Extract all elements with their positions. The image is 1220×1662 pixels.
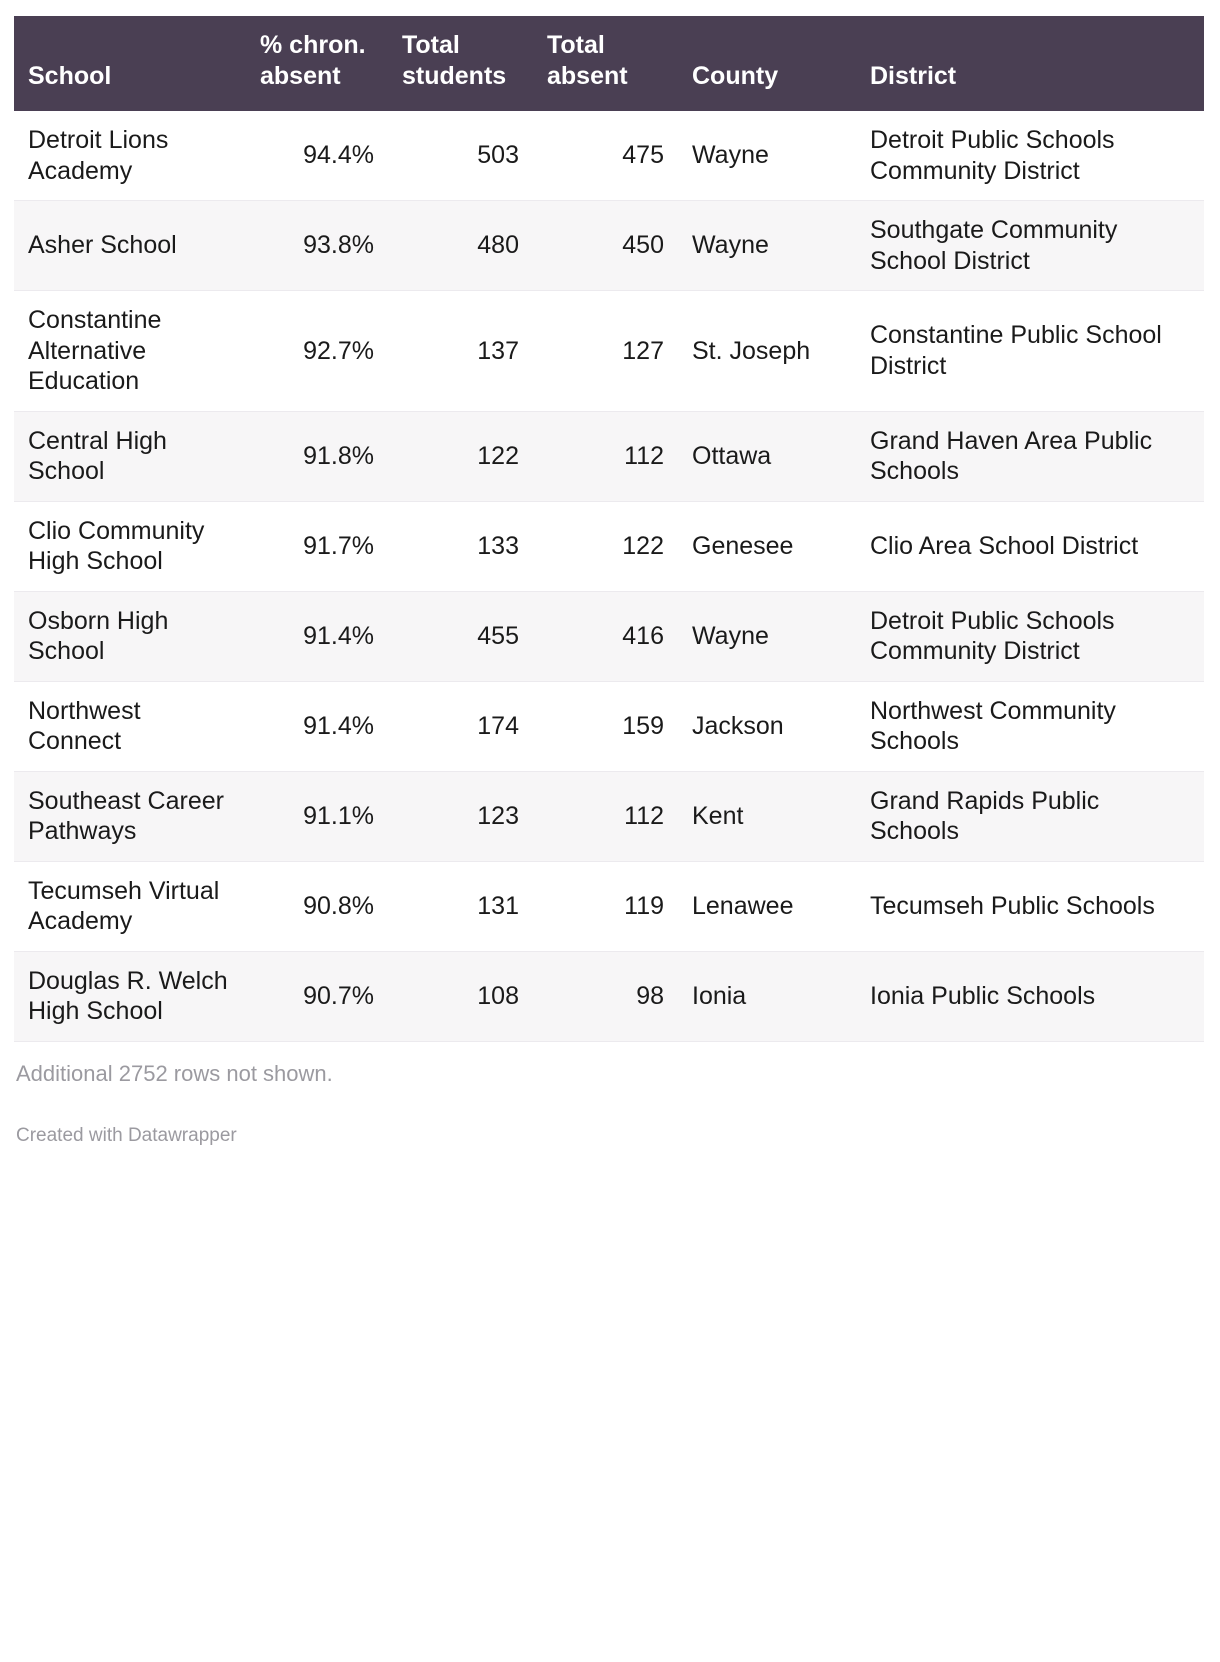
cell-school: Northwest Connect <box>14 681 246 771</box>
column-header-pct-chron-absent[interactable]: % chron. absent <box>246 16 388 111</box>
cell-school: Detroit Lions Academy <box>14 111 246 201</box>
cell-pct-chron-absent: 91.8% <box>246 411 388 501</box>
table-row <box>14 111 1204 201</box>
cell-county: Wayne <box>678 201 856 291</box>
cell-district: Clio Area School District <box>856 501 1204 591</box>
cell-county: Lenawee <box>678 861 856 951</box>
table-row <box>14 681 1204 771</box>
cell-pct-chron-absent: 91.7% <box>246 501 388 591</box>
cell-total-absent: 98 <box>533 951 678 1041</box>
rows-not-shown-note: Additional 2752 rows not shown. <box>16 1060 333 1086</box>
cell-total-students: 503 <box>388 111 533 201</box>
cell-district: Grand Haven Area Public Schools <box>856 411 1204 501</box>
table-header <box>14 16 1204 111</box>
cell-county: Genesee <box>678 501 856 591</box>
cell-district: Southgate Community School District <box>856 201 1204 291</box>
cell-total-students: 122 <box>388 411 533 501</box>
cell-total-students: 123 <box>388 771 533 861</box>
cell-total-students: 108 <box>388 951 533 1041</box>
table-row <box>14 411 1204 501</box>
cell-pct-chron-absent: 90.8% <box>246 861 388 951</box>
cell-school: Osborn High School <box>14 591 246 681</box>
column-header-total-absent[interactable]: Total absent <box>533 16 678 111</box>
cell-total-students: 455 <box>388 591 533 681</box>
column-header-county[interactable]: County <box>678 16 856 111</box>
cell-pct-chron-absent: 91.4% <box>246 681 388 771</box>
cell-total-absent: 119 <box>533 861 678 951</box>
cell-total-students: 137 <box>388 291 533 412</box>
cell-district: Constantine Public School District <box>856 291 1204 412</box>
table-body <box>14 111 1204 1041</box>
cell-school: Tecumseh Virtual Academy <box>14 861 246 951</box>
cell-county: Ionia <box>678 951 856 1041</box>
cell-pct-chron-absent: 94.4% <box>246 111 388 201</box>
table-row <box>14 501 1204 591</box>
cell-pct-chron-absent: 91.1% <box>246 771 388 861</box>
cell-total-students: 174 <box>388 681 533 771</box>
column-header-total-students[interactable]: Total students <box>388 16 533 111</box>
cell-school: Southeast Career Pathways <box>14 771 246 861</box>
cell-district: Ionia Public Schools <box>856 951 1204 1041</box>
cell-district: Detroit Public Schools Community District <box>856 591 1204 681</box>
cell-pct-chron-absent: 92.7% <box>246 291 388 412</box>
table-row <box>14 771 1204 861</box>
cell-county: Wayne <box>678 111 856 201</box>
cell-county: Jackson <box>678 681 856 771</box>
cell-total-absent: 159 <box>533 681 678 771</box>
cell-pct-chron-absent: 90.7% <box>246 951 388 1041</box>
cell-total-absent: 112 <box>533 411 678 501</box>
cell-total-absent: 127 <box>533 291 678 412</box>
cell-district: Northwest Community Schools <box>856 681 1204 771</box>
cell-total-absent: 450 <box>533 201 678 291</box>
cell-school: Asher School <box>14 201 246 291</box>
data-table <box>14 16 1204 1042</box>
cell-pct-chron-absent: 91.4% <box>246 591 388 681</box>
cell-total-students: 133 <box>388 501 533 591</box>
column-header-school[interactable]: School <box>14 16 246 111</box>
table-row <box>14 861 1204 951</box>
table-row <box>14 951 1204 1041</box>
column-header-district[interactable]: District <box>856 16 1204 111</box>
cell-total-absent: 112 <box>533 771 678 861</box>
datawrapper-credit[interactable]: Created with Datawrapper <box>16 1125 237 1147</box>
table-row <box>14 291 1204 412</box>
cell-school: Douglas R. Welch High School <box>14 951 246 1041</box>
cell-school: Clio Community High School <box>14 501 246 591</box>
cell-county: Ottawa <box>678 411 856 501</box>
cell-pct-chron-absent: 93.8% <box>246 201 388 291</box>
cell-district: Tecumseh Public Schools <box>856 861 1204 951</box>
cell-total-absent: 475 <box>533 111 678 201</box>
cell-county: St. Joseph <box>678 291 856 412</box>
table-row <box>14 591 1204 681</box>
cell-school: Central High School <box>14 411 246 501</box>
cell-total-absent: 416 <box>533 591 678 681</box>
cell-total-students: 131 <box>388 861 533 951</box>
cell-total-absent: 122 <box>533 501 678 591</box>
cell-county: Wayne <box>678 591 856 681</box>
table-row <box>14 201 1204 291</box>
cell-county: Kent <box>678 771 856 861</box>
cell-district: Grand Rapids Public Schools <box>856 771 1204 861</box>
cell-school: Constantine Alternative Education <box>14 291 246 412</box>
table-header-row <box>14 16 1204 111</box>
cell-district: Detroit Public Schools Community District <box>856 111 1204 201</box>
cell-total-students: 480 <box>388 201 533 291</box>
